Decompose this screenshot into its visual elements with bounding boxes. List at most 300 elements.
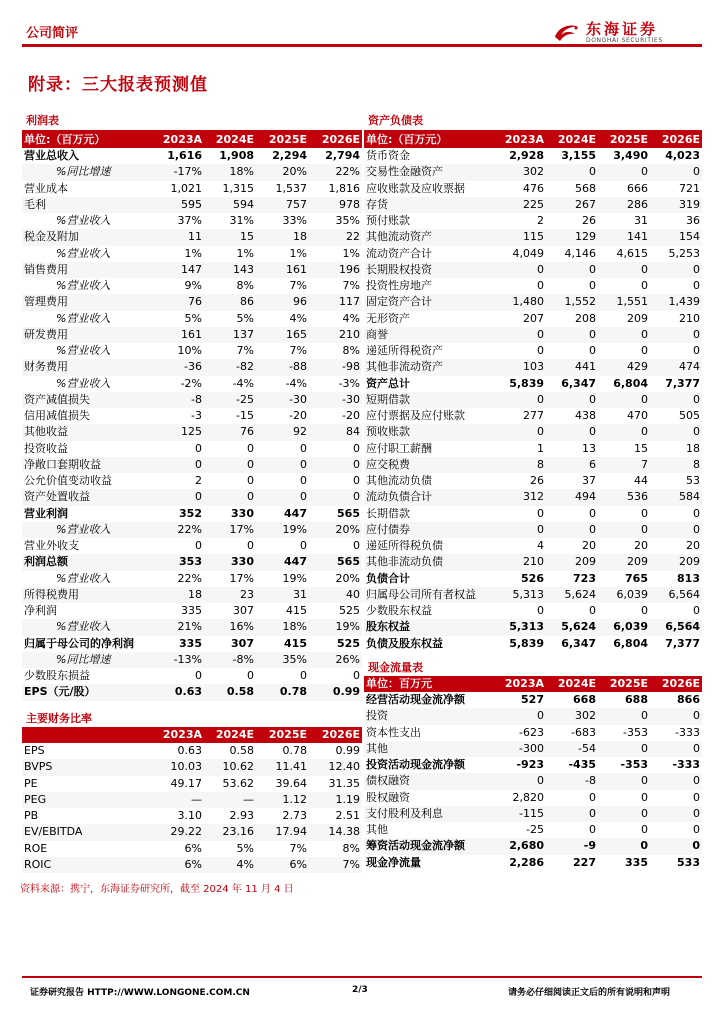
table-row: [22, 441, 362, 457]
row-value-cell: 0: [598, 790, 650, 806]
row-label: 负债合计: [364, 571, 494, 587]
table-row: [22, 408, 362, 424]
row-value-cell: -36: [152, 359, 204, 375]
page-title: 附录：三大报表预测值: [28, 75, 208, 95]
row-value-cell: 5%: [204, 311, 256, 327]
row-value-cell: 0: [598, 392, 650, 408]
row-value-cell: 40: [309, 587, 362, 603]
donghai-logo: [552, 20, 712, 46]
row-value-cell: 1,816: [309, 181, 362, 197]
table-row: [22, 262, 362, 278]
row-value-cell: -8: [152, 392, 204, 408]
row-label: 投资收益: [22, 441, 152, 457]
row-value-cell: 115: [494, 229, 546, 245]
row-value-cell: 39.64: [256, 776, 309, 792]
table-row: [364, 294, 702, 310]
row-value-cell: 0: [650, 164, 702, 180]
table-row: [364, 246, 702, 262]
row-label: 资产总计: [364, 376, 494, 392]
row-value-cell: 86: [204, 294, 256, 310]
row-label: 应付债券: [364, 522, 494, 538]
row-value-cell: 0: [309, 457, 362, 473]
row-value-cell: 12.40: [309, 759, 362, 775]
row-value-cell: -54: [546, 741, 598, 757]
row-value-cell: 227: [546, 855, 598, 871]
row-value-cell: 208: [546, 311, 598, 327]
row-value-cell: 10.62: [204, 759, 256, 775]
row-value-cell: 302: [546, 708, 598, 724]
row-value-cell: 0: [546, 790, 598, 806]
row-value-cell: 1,551: [598, 294, 650, 310]
row-label: 销售费用: [22, 262, 152, 278]
row-value-cell: 17%: [204, 522, 256, 538]
row-value-cell: 0.99: [309, 684, 362, 700]
row-label: 投资活动现金流净额: [364, 757, 494, 773]
row-value-cell: 36: [650, 213, 702, 229]
table-row: [22, 538, 362, 554]
row-value-cell: 525: [309, 636, 362, 652]
table-row: [22, 824, 362, 840]
table-row: [364, 790, 702, 806]
row-value-cell: 31: [598, 213, 650, 229]
row-value-cell: 0: [650, 806, 702, 822]
row-label: 其他收益: [22, 424, 152, 440]
ratios-title: 主要财务比率: [26, 712, 92, 725]
table-row: [364, 197, 702, 213]
table-row: [22, 164, 362, 180]
row-value-cell: 0: [650, 822, 702, 838]
table-row: [364, 457, 702, 473]
row-value-cell: 31%: [204, 213, 256, 229]
row-value-cell: -923: [494, 757, 546, 773]
row-value-cell: 37%: [152, 213, 204, 229]
row-value-cell: 1,315: [204, 181, 256, 197]
row-label: 其他流动资产: [364, 229, 494, 245]
row-label: BVPS: [22, 759, 152, 775]
row-value-cell: -15: [204, 408, 256, 424]
row-value-cell: 17%: [204, 571, 256, 587]
row-value-cell: 26: [546, 213, 598, 229]
row-value-cell: 1%: [152, 246, 204, 262]
row-label: 其他: [364, 822, 494, 838]
table-row: [22, 808, 362, 824]
row-value-cell: -333: [650, 725, 702, 741]
row-value-cell: 29.22: [152, 824, 204, 840]
row-label: 信用减值损失: [22, 408, 152, 424]
row-label: 管理费用: [22, 294, 152, 310]
header-year-cell: 2026E: [309, 727, 362, 743]
row-value-cell: 335: [152, 603, 204, 619]
row-value-cell: 0: [598, 708, 650, 724]
row-value-cell: 15: [204, 229, 256, 245]
row-value-cell: 353: [152, 554, 204, 570]
row-label: 预付账款: [364, 213, 494, 229]
table-row: [364, 278, 702, 294]
table-row: [364, 725, 702, 741]
row-value-cell: 1: [494, 441, 546, 457]
table-row: [22, 841, 362, 857]
data-source-note: 资料来源：携宁，东海证券研究所，截至 2024 年 11 月 4 日: [20, 884, 294, 895]
row-value-cell: -683: [546, 725, 598, 741]
row-value-cell: 19%: [256, 571, 309, 587]
row-value-cell: 6%: [152, 841, 204, 857]
income-statement-table: [22, 132, 362, 701]
row-value-cell: 0: [152, 489, 204, 505]
row-label: 其他流动负债: [364, 473, 494, 489]
row-label: 流动负债合计: [364, 489, 494, 505]
row-value-cell: 210: [309, 327, 362, 343]
row-value-cell: -4%: [204, 376, 256, 392]
row-value-cell: 1,537: [256, 181, 309, 197]
row-value-cell: 6%: [152, 857, 204, 873]
table-row: [22, 294, 362, 310]
row-label: 交易性金融资产: [364, 164, 494, 180]
row-value-cell: 723: [546, 571, 598, 587]
header-year-cell: 2025E: [598, 132, 650, 148]
row-value-cell: 22: [309, 229, 362, 245]
row-value-cell: 267: [546, 197, 598, 213]
row-value-cell: 307: [204, 636, 256, 652]
row-value-cell: 0: [256, 668, 309, 684]
header-unit-cell: 单位:（百万元）: [364, 132, 494, 148]
header-year-cell: 2024E: [546, 132, 598, 148]
row-value-cell: 161: [152, 327, 204, 343]
row-value-cell: 1,439: [650, 294, 702, 310]
row-label: %营业收入: [22, 311, 152, 327]
row-value-cell: 0: [204, 489, 256, 505]
row-label: %营业收入: [22, 619, 152, 635]
table-row: [22, 743, 362, 759]
row-value-cell: 668: [546, 692, 598, 708]
cash-flow-table: [364, 676, 702, 871]
row-value-cell: 352: [152, 506, 204, 522]
table-row: [22, 522, 362, 538]
table-row: [22, 668, 362, 684]
table-row: [22, 424, 362, 440]
row-label: 资产减值损失: [22, 392, 152, 408]
table-row: [22, 376, 362, 392]
row-value-cell: 441: [546, 359, 598, 375]
row-value-cell: 7%: [309, 857, 362, 873]
row-value-cell: 415: [256, 636, 309, 652]
row-value-cell: 2,928: [494, 148, 546, 164]
row-value-cell: 978: [309, 197, 362, 213]
row-value-cell: 688: [598, 692, 650, 708]
row-value-cell: 565: [309, 506, 362, 522]
table-header-row: [364, 132, 702, 148]
table-row: [364, 619, 702, 635]
row-value-cell: 11.41: [256, 759, 309, 775]
row-value-cell: 6,039: [598, 619, 650, 635]
row-value-cell: 0: [494, 773, 546, 789]
row-value-cell: 22%: [152, 571, 204, 587]
row-value-cell: 4%: [204, 857, 256, 873]
row-value-cell: 0: [650, 773, 702, 789]
report-type-tag: 公司简评: [26, 26, 79, 41]
footer-website: 证券研究报告 HTTP://WWW.LONGONE.COM.CN: [30, 988, 250, 998]
row-label: 现金净流量: [364, 855, 494, 871]
row-label: 应付职工薪酬: [364, 441, 494, 457]
row-value-cell: 18: [256, 229, 309, 245]
row-label: 营业成本: [22, 181, 152, 197]
row-value-cell: 6,347: [546, 376, 598, 392]
row-value-cell: 0: [152, 538, 204, 554]
row-value-cell: 7%: [256, 343, 309, 359]
row-value-cell: —: [152, 792, 204, 808]
row-value-cell: 0: [598, 164, 650, 180]
row-label: 财务费用: [22, 359, 152, 375]
row-value-cell: 117: [309, 294, 362, 310]
table-row: [364, 806, 702, 822]
row-value-cell: 0: [494, 327, 546, 343]
table-row: [364, 489, 702, 505]
header-unit-cell: 单位：百万元: [364, 676, 494, 692]
row-value-cell: 0: [598, 262, 650, 278]
row-value-cell: 0: [309, 441, 362, 457]
row-value-cell: 0: [256, 441, 309, 457]
row-value-cell: 53.62: [204, 776, 256, 792]
row-value-cell: 0: [598, 838, 650, 854]
row-value-cell: 0.78: [256, 684, 309, 700]
table-row: [364, 587, 702, 603]
row-value-cell: 37: [546, 473, 598, 489]
header-unit-cell: [22, 727, 152, 743]
row-label: 固定资产合计: [364, 294, 494, 310]
row-label: 毛利: [22, 197, 152, 213]
row-value-cell: 330: [204, 506, 256, 522]
row-value-cell: 4: [494, 538, 546, 554]
row-label: %营业收入: [22, 278, 152, 294]
row-value-cell: 0: [598, 773, 650, 789]
row-value-cell: 438: [546, 408, 598, 424]
dragon-logo-icon: [552, 21, 582, 45]
row-value-cell: 0.63: [152, 684, 204, 700]
row-value-cell: 505: [650, 408, 702, 424]
row-label: 预收账款: [364, 424, 494, 440]
row-value-cell: 312: [494, 489, 546, 505]
table-row: [22, 776, 362, 792]
table-row: [22, 652, 362, 668]
table-row: [364, 838, 702, 854]
row-value-cell: -333: [650, 757, 702, 773]
row-value-cell: 1.12: [256, 792, 309, 808]
row-value-cell: 476: [494, 181, 546, 197]
row-value-cell: 0.63: [152, 743, 204, 759]
table-row: [364, 741, 702, 757]
row-value-cell: 0: [650, 424, 702, 440]
row-value-cell: 4,146: [546, 246, 598, 262]
row-value-cell: 7%: [256, 841, 309, 857]
row-value-cell: 757: [256, 197, 309, 213]
row-value-cell: 2,820: [494, 790, 546, 806]
row-value-cell: 5,624: [546, 619, 598, 635]
table-row: [364, 773, 702, 789]
header-year-cell: 2023A: [152, 727, 204, 743]
row-value-cell: 8: [494, 457, 546, 473]
row-value-cell: 8%: [309, 343, 362, 359]
row-label: 存货: [364, 197, 494, 213]
row-label: %营业收入: [22, 376, 152, 392]
row-value-cell: 0: [204, 441, 256, 457]
row-value-cell: 568: [546, 181, 598, 197]
row-value-cell: 594: [204, 197, 256, 213]
row-label: EV/EBITDA: [22, 824, 152, 840]
row-label: %营业收入: [22, 571, 152, 587]
row-value-cell: 8%: [204, 278, 256, 294]
row-value-cell: 0: [598, 806, 650, 822]
table-row: [22, 587, 362, 603]
row-value-cell: 0: [650, 327, 702, 343]
row-value-cell: 0: [494, 262, 546, 278]
row-value-cell: 49.17: [152, 776, 204, 792]
row-value-cell: 15: [598, 441, 650, 457]
row-label: 营业利润: [22, 506, 152, 522]
row-value-cell: 3,490: [598, 148, 650, 164]
table-row: [22, 571, 362, 587]
row-value-cell: 154: [650, 229, 702, 245]
row-value-cell: 2,286: [494, 855, 546, 871]
row-value-cell: 6,804: [598, 636, 650, 652]
header-year-cell: 2025E: [256, 132, 309, 148]
row-value-cell: -8%: [204, 652, 256, 668]
row-value-cell: 23: [204, 587, 256, 603]
row-value-cell: 0: [650, 708, 702, 724]
balance-sheet-table: [364, 132, 702, 652]
header-rule: [22, 44, 702, 47]
header-year-cell: 2023A: [494, 676, 546, 692]
table-row: [364, 441, 702, 457]
row-value-cell: 0: [598, 343, 650, 359]
page-number: 2/3: [352, 985, 368, 995]
row-value-cell: 209: [546, 554, 598, 570]
row-label: 无形资产: [364, 311, 494, 327]
row-label: 流动资产合计: [364, 246, 494, 262]
header-year-cell: 2025E: [598, 676, 650, 692]
row-value-cell: 7,377: [650, 636, 702, 652]
row-value-cell: 4,615: [598, 246, 650, 262]
row-value-cell: 0: [309, 489, 362, 505]
row-label: 股东权益: [364, 619, 494, 635]
row-value-cell: 141: [598, 229, 650, 245]
header-year-cell: 2025E: [256, 727, 309, 743]
row-value-cell: 0: [546, 392, 598, 408]
table-row: [364, 571, 702, 587]
row-value-cell: 721: [650, 181, 702, 197]
row-value-cell: 26: [494, 473, 546, 489]
row-value-cell: 209: [598, 311, 650, 327]
row-value-cell: 0: [598, 522, 650, 538]
row-value-cell: 525: [309, 603, 362, 619]
table-row: [22, 489, 362, 505]
row-value-cell: 2,794: [309, 148, 362, 164]
table-header-row: [364, 676, 702, 692]
table-row: [364, 343, 702, 359]
row-label: 递延所得税负债: [364, 538, 494, 554]
row-value-cell: 447: [256, 554, 309, 570]
row-value-cell: 0: [494, 506, 546, 522]
row-value-cell: -25: [204, 392, 256, 408]
row-value-cell: 2: [152, 473, 204, 489]
row-value-cell: 666: [598, 181, 650, 197]
logo-name-cn: 东海证券: [586, 20, 659, 38]
row-value-cell: 2,294: [256, 148, 309, 164]
row-label: 短期借款: [364, 392, 494, 408]
row-value-cell: 0: [152, 457, 204, 473]
row-label: 营业外收支: [22, 538, 152, 554]
row-value-cell: 0: [546, 343, 598, 359]
table-row: [22, 197, 362, 213]
table-row: [22, 229, 362, 245]
row-value-cell: 0: [546, 603, 598, 619]
row-value-cell: 0: [309, 473, 362, 489]
row-value-cell: 35%: [256, 652, 309, 668]
row-value-cell: 5,313: [494, 619, 546, 635]
row-label: 递延所得税资产: [364, 343, 494, 359]
row-value-cell: 18%: [256, 619, 309, 635]
row-value-cell: 17.94: [256, 824, 309, 840]
row-value-cell: 96: [256, 294, 309, 310]
table-row: [364, 424, 702, 440]
table-row: [22, 246, 362, 262]
balance-sheet-title: 资产负债表: [368, 114, 423, 127]
row-value-cell: -98: [309, 359, 362, 375]
header-year-cell: 2024E: [204, 727, 256, 743]
row-value-cell: -435: [546, 757, 598, 773]
row-value-cell: 18%: [204, 164, 256, 180]
row-value-cell: 0: [494, 522, 546, 538]
row-value-cell: 7%: [309, 278, 362, 294]
row-value-cell: 8: [650, 457, 702, 473]
row-value-cell: 18: [152, 587, 204, 603]
row-value-cell: 21%: [152, 619, 204, 635]
row-value-cell: 1.19: [309, 792, 362, 808]
row-value-cell: 474: [650, 359, 702, 375]
row-value-cell: 19%: [309, 619, 362, 635]
row-value-cell: -25: [494, 822, 546, 838]
row-label: 净敞口套期收益: [22, 457, 152, 473]
row-label: 应收账款及应收票据: [364, 181, 494, 197]
row-value-cell: 0: [598, 741, 650, 757]
row-value-cell: 14.38: [309, 824, 362, 840]
row-value-cell: 33%: [256, 213, 309, 229]
row-value-cell: 1%: [256, 246, 309, 262]
table-row: [364, 229, 702, 245]
row-value-cell: -20: [309, 408, 362, 424]
row-label: %营业收入: [22, 343, 152, 359]
table-row: [364, 522, 702, 538]
row-label: 少数股东权益: [364, 603, 494, 619]
row-value-cell: 0: [650, 506, 702, 522]
row-value-cell: 0: [598, 506, 650, 522]
row-value-cell: 813: [650, 571, 702, 587]
row-value-cell: 5,839: [494, 636, 546, 652]
row-value-cell: -20: [256, 408, 309, 424]
row-label: 债权融资: [364, 773, 494, 789]
row-value-cell: 0: [204, 457, 256, 473]
row-label: 货币资金: [364, 148, 494, 164]
row-value-cell: 0: [546, 822, 598, 838]
row-value-cell: -17%: [152, 164, 204, 180]
row-value-cell: 0: [598, 822, 650, 838]
row-value-cell: 0: [256, 538, 309, 554]
row-value-cell: -9: [546, 838, 598, 854]
row-value-cell: 165: [256, 327, 309, 343]
row-label: 投资性房地产: [364, 278, 494, 294]
table-row: [364, 262, 702, 278]
row-value-cell: 22%: [309, 164, 362, 180]
row-value-cell: 0: [494, 424, 546, 440]
row-value-cell: 6,804: [598, 376, 650, 392]
